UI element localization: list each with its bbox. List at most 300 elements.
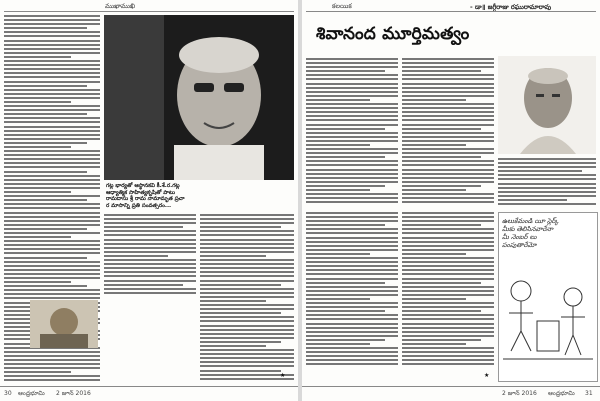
- text-line: [104, 218, 196, 220]
- text-line: [4, 289, 100, 291]
- cartoon-line-1: ఉలుకేమండి యీ స్లెర్క్: [502, 217, 559, 225]
- text-line: [498, 178, 596, 180]
- text-line: [402, 160, 494, 162]
- text-line: [498, 203, 596, 205]
- text-line: [402, 181, 494, 183]
- text-line: [402, 124, 494, 126]
- text-line: [104, 255, 168, 257]
- text-line: [306, 115, 398, 117]
- text-line: [4, 154, 100, 156]
- text-line: [4, 31, 100, 33]
- text-line: [4, 285, 87, 287]
- text-line: [4, 293, 100, 295]
- right-page-number: 31: [585, 390, 593, 397]
- text-line: [402, 119, 494, 121]
- text-line: [402, 265, 494, 267]
- text-line: [402, 249, 494, 251]
- text-line: [306, 95, 398, 97]
- text-line: [306, 128, 385, 130]
- right-footer-date: 2 జూన్ 2016: [502, 390, 537, 397]
- text-line: [200, 251, 294, 253]
- text-line: [306, 156, 385, 158]
- text-line: [402, 70, 481, 72]
- text-line: [4, 191, 71, 193]
- text-line: [4, 81, 100, 83]
- text-line: [200, 263, 294, 265]
- text-line: [4, 19, 100, 21]
- text-line: [104, 230, 196, 232]
- text-line: [4, 52, 100, 54]
- text-line: [306, 173, 398, 175]
- text-line: [4, 355, 100, 357]
- text-line: [4, 72, 100, 74]
- text-line: [200, 234, 294, 236]
- text-line: [402, 189, 466, 191]
- text-line: [306, 70, 385, 72]
- right-footer: [302, 386, 600, 401]
- text-line: [402, 327, 494, 329]
- text-line: [4, 85, 87, 87]
- text-line: [402, 115, 494, 117]
- text-line: [4, 126, 100, 128]
- text-line: [4, 93, 100, 95]
- text-line: [306, 74, 398, 76]
- right-column-3: [498, 158, 596, 208]
- text-line: [402, 335, 494, 337]
- text-line: [306, 216, 398, 218]
- text-line: [104, 239, 196, 241]
- text-line: [306, 359, 398, 361]
- text-line: [306, 164, 398, 166]
- left-header-tag: ముఖాముఖి: [105, 2, 136, 10]
- text-line: [4, 68, 100, 70]
- text-line: [306, 314, 398, 316]
- text-line: [306, 140, 398, 142]
- text-line: [402, 290, 494, 292]
- text-line: [4, 244, 100, 246]
- text-line: [402, 257, 494, 259]
- text-line: [498, 170, 582, 172]
- text-line: [104, 226, 183, 228]
- text-line: [4, 142, 87, 144]
- text-line: [104, 292, 196, 294]
- text-line: [4, 257, 87, 259]
- caption-line-1: గట్ల భార్యతో ఆస్థానకవి కీ.శే.ర.గట్ల: [106, 183, 180, 189]
- text-line: [402, 294, 494, 296]
- text-line: [4, 48, 100, 50]
- text-line: [306, 177, 398, 179]
- text-line: [306, 58, 398, 60]
- text-line: [402, 185, 481, 187]
- text-line: [200, 218, 294, 220]
- text-line: [402, 314, 494, 316]
- text-line: [104, 263, 196, 265]
- right-column-5: [402, 212, 494, 384]
- text-line: [402, 78, 494, 80]
- text-line: [4, 35, 100, 37]
- text-line: [306, 257, 398, 259]
- text-line: [306, 160, 398, 162]
- text-line: [402, 269, 494, 271]
- text-line: [306, 224, 385, 226]
- text-line: [306, 290, 398, 292]
- text-line: [306, 253, 370, 255]
- text-line: [4, 101, 71, 103]
- left-footer-date: 2 జూన్ 2016: [56, 390, 91, 397]
- text-line: [104, 251, 196, 253]
- text-line: [402, 99, 466, 101]
- right-column-1: [306, 58, 398, 208]
- text-line: [200, 329, 294, 331]
- text-line: [402, 164, 494, 166]
- small-temple-photo: [30, 300, 98, 348]
- text-line: [306, 136, 398, 138]
- text-line: [306, 265, 398, 267]
- cartoon-caption: [502, 217, 594, 249]
- text-line: [306, 331, 398, 333]
- text-line: [402, 136, 494, 138]
- text-line: [200, 288, 294, 290]
- text-line: [306, 103, 398, 105]
- article-title: శివానంద మూర్తిమత్వం: [316, 24, 470, 44]
- article-byline: - డా॥ జగ్గీరాజు రఘురామారావు: [470, 3, 552, 11]
- text-line: [402, 152, 494, 154]
- text-line: [306, 294, 398, 296]
- swami-photo-image: [498, 56, 596, 154]
- end-star: ★: [280, 372, 286, 379]
- text-line: [4, 113, 87, 115]
- text-line: [4, 15, 100, 17]
- text-line: [402, 169, 494, 171]
- text-line: [306, 306, 398, 308]
- text-line: [4, 199, 87, 201]
- text-line: [4, 195, 100, 197]
- text-line: [200, 333, 294, 335]
- text-line: [4, 187, 100, 189]
- text-line: [402, 148, 494, 150]
- text-line: [4, 363, 100, 365]
- text-line: [306, 181, 398, 183]
- text-line: [4, 60, 100, 62]
- text-line: [402, 193, 494, 195]
- cartoon-line-3: మీ నెంబర్ లు: [502, 233, 537, 241]
- text-line: [402, 87, 494, 89]
- text-line: [306, 269, 398, 271]
- text-line: [4, 134, 100, 136]
- text-line: [200, 304, 294, 306]
- text-line: [402, 351, 494, 353]
- text-line: [306, 323, 398, 325]
- text-line: [402, 331, 494, 333]
- text-line: [104, 222, 196, 224]
- text-line: [306, 119, 398, 121]
- text-line: [104, 243, 196, 245]
- text-line: [4, 56, 71, 58]
- text-line: [402, 253, 466, 255]
- text-line: [402, 224, 481, 226]
- text-line: [4, 216, 100, 218]
- text-line: [4, 236, 71, 238]
- text-line: [306, 111, 398, 113]
- text-line: [4, 179, 100, 181]
- text-line: [306, 310, 385, 312]
- left-footer-magazine: ఆంధ్రభూమి: [18, 390, 45, 397]
- text-line: [104, 214, 196, 216]
- text-line: [200, 308, 294, 310]
- right-page: [302, 0, 600, 401]
- text-line: [306, 193, 398, 195]
- text-line: [306, 273, 398, 275]
- text-line: [498, 195, 596, 197]
- right-header-rule: [306, 11, 596, 12]
- text-line: [4, 171, 87, 173]
- text-line: [402, 74, 494, 76]
- left-page: [0, 0, 298, 401]
- text-line: [402, 241, 494, 243]
- text-line: [402, 132, 494, 134]
- text-line: [200, 361, 294, 363]
- text-line: [4, 158, 100, 160]
- text-line: [402, 201, 494, 203]
- left-column-2: [104, 214, 196, 384]
- text-line: [306, 245, 398, 247]
- right-column-4: [306, 212, 398, 384]
- text-line: [306, 197, 398, 199]
- text-line: [4, 146, 71, 148]
- text-line: [402, 140, 494, 142]
- text-line: [306, 249, 398, 251]
- text-line: [4, 224, 100, 226]
- text-line: [402, 128, 481, 130]
- text-line: [200, 337, 294, 339]
- text-line: [200, 370, 281, 372]
- text-line: [402, 278, 494, 280]
- text-line: [402, 66, 494, 68]
- text-line: [200, 280, 294, 282]
- text-line: [104, 259, 196, 261]
- text-line: [4, 27, 87, 29]
- text-line: [200, 320, 294, 322]
- text-line: [4, 105, 100, 107]
- text-line: [104, 280, 196, 282]
- text-line: [306, 355, 398, 357]
- right-column-2: [402, 58, 494, 208]
- text-line: [306, 124, 398, 126]
- left-column-3: [200, 214, 294, 384]
- text-line: [104, 247, 196, 249]
- text-line: [306, 83, 398, 85]
- cartoon-line-2: మీకు తెలిసినవారేనా: [502, 225, 553, 233]
- photo-caption: [106, 183, 292, 209]
- text-line: [4, 76, 100, 78]
- text-line: [104, 267, 196, 269]
- text-line: [306, 278, 398, 280]
- text-line: [4, 117, 100, 119]
- swami-photo: [498, 56, 596, 154]
- text-line: [402, 83, 494, 85]
- text-line: [306, 327, 398, 329]
- text-line: [306, 241, 398, 243]
- text-line: [402, 273, 494, 275]
- text-line: [4, 252, 100, 254]
- text-line: [200, 247, 294, 249]
- text-line: [200, 255, 266, 257]
- text-line: [200, 300, 266, 302]
- text-line: [306, 169, 398, 171]
- text-line: [402, 58, 494, 60]
- text-line: [306, 107, 398, 109]
- text-line: [104, 275, 196, 277]
- text-line: [104, 284, 183, 286]
- text-line: [200, 341, 281, 343]
- caption-line-4: ర మాసాన్ని ప్రతి సంవత్సరం...: [106, 202, 172, 209]
- text-line: [402, 111, 494, 113]
- text-line: [200, 345, 266, 347]
- text-line: [306, 212, 398, 214]
- text-line: [4, 97, 100, 99]
- text-line: [402, 156, 481, 158]
- text-line: [306, 220, 398, 222]
- text-line: [200, 357, 294, 359]
- text-line: [402, 306, 494, 308]
- text-line: [306, 148, 398, 150]
- text-line: [402, 363, 494, 365]
- text-line: [306, 201, 398, 203]
- text-line: [402, 339, 481, 341]
- text-line: [402, 95, 494, 97]
- text-line: [4, 175, 100, 177]
- text-line: [306, 343, 370, 345]
- text-line: [200, 325, 294, 327]
- text-line: [4, 138, 100, 140]
- text-line: [306, 232, 398, 234]
- text-line: [4, 23, 100, 25]
- text-line: [402, 302, 494, 304]
- text-line: [200, 349, 294, 351]
- text-line: [402, 310, 481, 312]
- right-footer-magazine: ఆంధ్రభూమి: [548, 390, 575, 397]
- text-line: [402, 220, 494, 222]
- text-line: [306, 286, 398, 288]
- text-line: [4, 281, 71, 283]
- right-end-star: ★: [484, 372, 490, 379]
- text-line: [402, 103, 494, 105]
- portrait-photo: [104, 15, 294, 180]
- text-line: [200, 284, 281, 286]
- text-line: [200, 222, 294, 224]
- text-line: [306, 91, 398, 93]
- text-line: [200, 353, 294, 355]
- text-line: [306, 282, 385, 284]
- left-header-rule: [4, 11, 294, 12]
- text-line: [498, 187, 596, 189]
- caption-line-3: రామదాసు శ్రీ రామ నామామృత ప్రచా: [106, 196, 185, 202]
- text-line: [498, 183, 596, 185]
- text-line: [402, 298, 466, 300]
- text-line: [402, 91, 494, 93]
- text-line: [402, 232, 494, 234]
- text-line: [4, 44, 100, 46]
- text-line: [306, 62, 398, 64]
- text-line: [4, 261, 100, 263]
- portrait-photo-image: [104, 15, 294, 180]
- text-line: [498, 166, 596, 168]
- text-line: [4, 64, 100, 66]
- text-line: [402, 62, 494, 64]
- text-line: [498, 158, 596, 160]
- text-line: [200, 226, 281, 228]
- text-line: [306, 335, 398, 337]
- text-line: [4, 375, 100, 377]
- text-line: [306, 237, 398, 239]
- cartoon-line-4: పంపుతారేమో: [502, 241, 537, 249]
- text-line: [402, 245, 494, 247]
- text-line: [498, 162, 596, 164]
- text-line: [4, 166, 100, 168]
- text-line: [4, 203, 100, 205]
- text-line: [4, 232, 100, 234]
- text-line: [200, 365, 294, 367]
- text-line: [200, 296, 294, 298]
- left-page-number: 30: [4, 390, 12, 397]
- text-line: [4, 269, 100, 271]
- text-line: [498, 174, 596, 176]
- text-line: [306, 152, 398, 154]
- text-line: [402, 197, 494, 199]
- text-line: [402, 286, 494, 288]
- text-line: [4, 40, 100, 42]
- text-line: [402, 347, 494, 349]
- text-line: [306, 363, 398, 365]
- text-line: [200, 214, 294, 216]
- text-line: [306, 302, 398, 304]
- text-line: [4, 89, 100, 91]
- temple-photo-image: [30, 300, 98, 348]
- text-line: [200, 230, 294, 232]
- text-line: [306, 339, 385, 341]
- text-line: [402, 237, 494, 239]
- right-header-tag: కలయిక: [332, 2, 352, 10]
- text-line: [306, 298, 370, 300]
- text-line: [4, 277, 100, 279]
- text-line: [402, 107, 494, 109]
- text-line: [200, 239, 294, 241]
- text-line: [402, 318, 494, 320]
- text-line: [306, 66, 398, 68]
- text-line: [200, 275, 294, 277]
- text-line: [306, 318, 398, 320]
- text-line: [306, 228, 398, 230]
- text-line: [402, 323, 494, 325]
- text-line: [4, 220, 100, 222]
- text-line: [200, 292, 294, 294]
- text-line: [200, 259, 294, 261]
- text-line: [4, 130, 100, 132]
- text-line: [4, 183, 100, 185]
- text-line: [104, 288, 196, 290]
- text-line: [306, 261, 398, 263]
- text-line: [4, 248, 100, 250]
- left-footer: [0, 386, 298, 401]
- text-line: [4, 273, 100, 275]
- text-line: [4, 371, 71, 373]
- text-line: [200, 316, 294, 318]
- text-line: [306, 189, 370, 191]
- cartoon-drawing: [499, 251, 597, 381]
- text-line: [402, 216, 494, 218]
- text-line: [402, 282, 481, 284]
- text-line: [4, 265, 100, 267]
